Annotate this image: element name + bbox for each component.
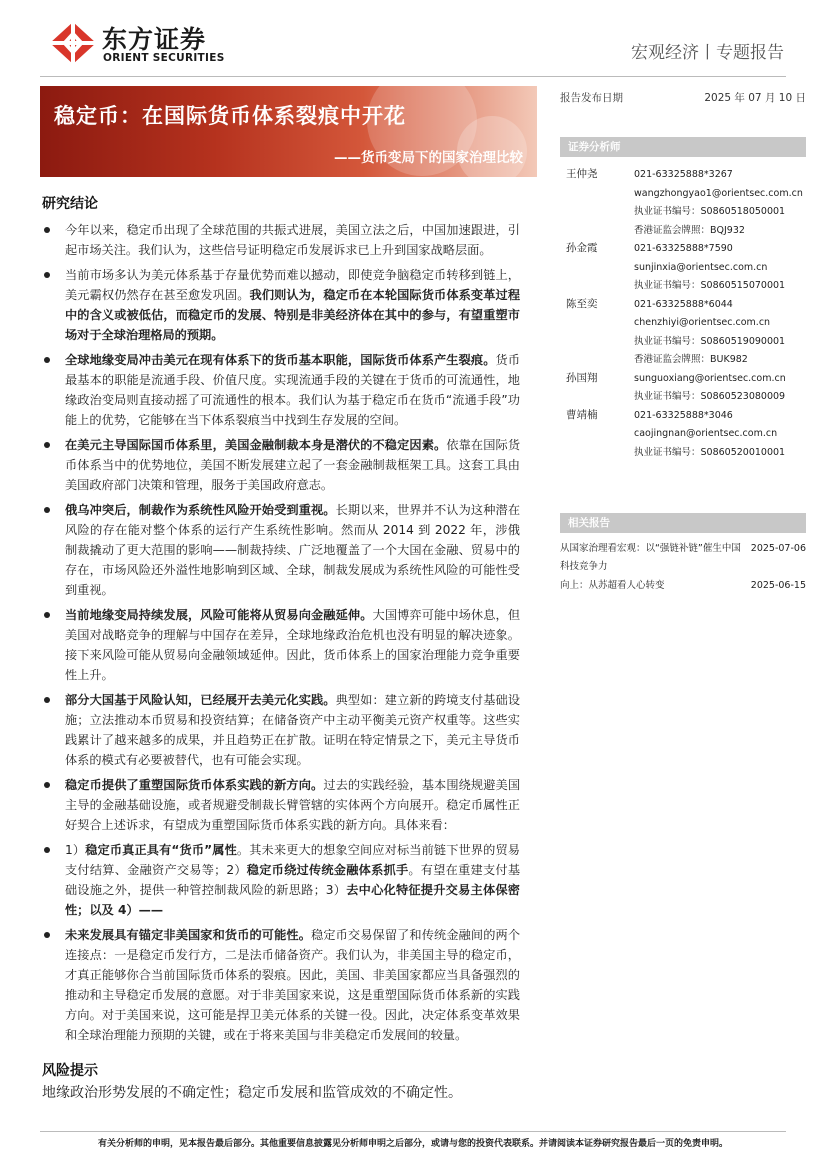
analyst-detail: 执业证书编号：S0860523080009	[634, 391, 786, 402]
analyst-detail: 021-63325888*3046	[634, 409, 733, 421]
logo-english-name: ORIENT SECURITIES	[103, 52, 225, 64]
analyst-entry	[566, 296, 806, 370]
related-reports-header: 相关报告	[560, 513, 806, 533]
conclusion-lead: 未来发展具有锚定非美国家和货币的可能性。	[65, 928, 312, 942]
related-report-title[interactable]: 从国家治理看宏观：以“强链补链”催生中国科技竞争力	[560, 543, 741, 572]
analyst-detail: sunjinxia@orientsec.com.cn	[634, 261, 768, 273]
analyst-name: 孙金霞	[566, 242, 598, 254]
conclusion-lead: 稳定币提供了重塑国际货币体系实践的新方向。	[65, 778, 324, 792]
related-report-date: 2025-07-06	[750, 543, 806, 554]
analyst-detail: 执业证书编号：S0860520010001	[634, 446, 786, 458]
conclusion-segment: 。其未来更大的想象空间应对标当前链下世界的贸易支付结算、金融资产交易等；2）	[65, 843, 520, 877]
related-report-date: 2025-06-15	[750, 580, 806, 591]
conclusion-text: 典型如：建立新的跨境支付基础设施；立法推动本币贸易和投资结算；在储备资产中主动平衡美元资产权重等。这些实践累计了越来越多的成果，并且趋势正在扩散。证明在特定情景之下，美元主导货币体系的模式有必要被替代，也有可能会实现。	[65, 693, 521, 767]
analyst-detail: 香港证监会牌照：BQJ932	[634, 224, 745, 236]
conclusion-segment: 。有望在重建支付基础设施之外，提供一种管控制裁风险的新思路；3）	[65, 863, 521, 897]
analyst-detail: 021-63325888*6044	[634, 298, 733, 310]
footer-disclaimer: 有关分析师的申明，见本报告最后部分。其他重要信息披露见分析师申明之后部分，或请与您的投资代表联系。并请阅读本证券研究报告最后一页的免责申明。	[97, 1139, 728, 1149]
conclusion-item	[42, 690, 520, 770]
analyst-name: 王仲尧	[566, 168, 598, 180]
conclusion-lead: 在美元主导国际国币体系里，美国金融制裁本身是潜伏的不稳定因素。	[65, 438, 447, 452]
conclusion-segment: 稳定币真正具有“货币”属性	[85, 843, 237, 857]
report-date-value: 2025 年 07 月 10 日	[704, 92, 806, 104]
conclusion-item	[42, 265, 520, 345]
related-report-title[interactable]: 向上：从苏超看人心转变	[560, 580, 665, 591]
analyst-entry	[566, 407, 806, 463]
related-report[interactable]	[560, 577, 806, 595]
footer-divider	[40, 1131, 786, 1132]
conclusion-item	[42, 775, 520, 835]
conclusion-item	[42, 500, 520, 600]
analyst-entry	[566, 166, 806, 240]
conclusion-lead: 全球地缘变局冲击美元在现有体系下的货币基本职能，国际货币体系产生裂痕。	[65, 353, 496, 367]
analyst-detail: caojingnan@orientsec.com.cn	[634, 428, 778, 439]
conclusion-lead: 当前地缘变局持续发展，风险可能将从贸易向金融延伸。	[65, 608, 373, 622]
analyst-name: 曹靖楠	[566, 408, 598, 421]
analyst-detail: chenzhiyi@orientsec.com.cn	[634, 317, 771, 328]
related-report[interactable]	[560, 540, 806, 576]
conclusion-segment: 稳定币绕过传统金融体系抓手	[246, 863, 409, 877]
conclusion-text: 大国博弈可能中场休息，但美国对战略竞争的理解与中国存在差异，全球地缘政治危机也没有明显的解决迹象。接下来风险可能从贸易向金融领域延伸。因此，货币体系上的国家治理能力竞争重要性上升。	[65, 608, 521, 682]
analyst-entry	[566, 240, 806, 296]
analyst-name: 陈至奕	[566, 297, 598, 310]
conclusion-emphasis: 我们则认为，稳定币在本轮国际货币体系变革过程中的含义或被低估，而稳定币的发展、特别是非美经济体在其中的参与，有望重塑市场对于全球治理格局的预期。	[65, 288, 521, 342]
risk-heading: 风险提示	[42, 1063, 98, 1079]
analyst-name: 孙国翔	[566, 371, 598, 384]
conclusion-item	[42, 605, 520, 685]
conclusion-text: 稳定币交易保留了和传统金融间的两个连接点：一是稳定币发行方，二是法币储备资产。我们认为，非美国主导的稳定币，才真正能够你合当前国际货币体系的裂痕。因此，美国、非美国家都应当具备强烈的推动和主导稳定币发展的意愿。对于非美国家来说，这是重塑国际货币体系新的实践方向。对于美国来说，这可能是捍卫美元体系的关键一役。因此，决定体系变革效果和全球治理能力预期的关键，或在于将来美国与非美稳定币发展间的较量。	[65, 928, 521, 1042]
conclusion-item	[42, 840, 520, 920]
conclusion-text: 依靠在国际货币体系当中的优势地位，美国不断发展建立起了一套金融制裁框架工具。这套工具由美国政府部门决策和管理，服务于美国政府意志。	[65, 438, 521, 492]
conclusion-text: 货币最基本的职能是流通手段、价值尺度。实现流通手段的关键在于货币的可流通性，地缘政治变局则直接动摇了可流通性的根本。我们认为基于稳定币在货币“流通手段”功能上的优势，它能够在当下体系裂痕当中找到生存发展的空间。	[65, 353, 521, 427]
related-reports-list	[560, 540, 806, 596]
conclusion-heading: 研究结论	[42, 196, 98, 212]
report-date-label: 报告发布日期	[560, 92, 623, 104]
header-divider	[40, 76, 786, 77]
conclusion-item	[42, 435, 520, 495]
report-subtitle: ——货币变局下的国家治理比较	[334, 150, 523, 166]
page-header	[0, 0, 826, 80]
analyst-detail: 香港证监会牌照：BUK982	[634, 354, 748, 365]
analyst-detail: wangzhongyao1@orientsec.com.cn	[634, 187, 803, 199]
analyst-detail: 021-63325888*3267	[634, 169, 733, 180]
conclusion-text: 过去的实践经验，基本围绕规避美国主导的金融基础设施，或者规避受制裁长臂管辖的实体两个方向展开。稳定币属性正好契合上述诉求，有望成为重塑国际货币体系实践的新方向。具体来看：	[65, 778, 521, 832]
conclusion-segment: 去中心化特征提升交易主体保密性；以及 4）——	[65, 883, 520, 917]
conclusion-text: 长期以来，世界并不认为这种潜在风险的存在能对整个体系的运行产生系统性影响。然而从 2014 到 2022 年，涉俄制裁撬动了更大范围的影响——制裁持续、广泛地覆盖了一个大国在金融、贸易中的存在，市场风险还外溢性地影响到区域、全球，制裁发展成为系统性风险的可能性受到重视。	[65, 503, 521, 597]
logo-chinese-name: 东方证券	[102, 25, 207, 54]
conclusion-item	[42, 350, 520, 430]
conclusion-list	[42, 220, 520, 1050]
report-title: 稳定币：在国际货币体系裂痕中开花	[54, 104, 406, 128]
conclusion-lead: 部分大国基于风险认知，已经展开去美元化实践。	[65, 693, 336, 707]
orient-securities-logo-icon	[50, 22, 96, 64]
analyst-entry	[566, 370, 806, 407]
conclusion-lead: 俄乌冲突后，制裁作为系统性风险开始受到重视。	[65, 503, 336, 517]
analyst-detail: 执业证书编号：S0860519090001	[634, 335, 786, 347]
analyst-detail: sunguoxiang@orientsec.com.cn	[634, 372, 786, 384]
conclusion-text: 今年以来，稳定币出现了全球范围的共振式进展，美国立法之后，中国加速跟进，引起市场关注。我们认为，这些信号证明稳定币发展诉求已上升到国家战略层面。	[65, 223, 520, 257]
title-banner	[40, 86, 537, 177]
conclusion-text: 当前市场多认为美元体系基于存量优势而难以撼动，即使竞争脑稳定币转移到链上，美元霸权仍然存在甚至愈发巩固。	[65, 268, 520, 302]
conclusion-segment: 1）	[65, 843, 86, 857]
analyst-detail: 执业证书编号：S0860515070001	[634, 280, 786, 291]
conclusion-item	[42, 220, 520, 260]
report-category: 宏观经济丨专题报告	[631, 43, 784, 63]
analysts-list	[566, 166, 806, 462]
analyst-detail: 021-63325888*7590	[634, 243, 733, 254]
risk-text: 地缘政治形势发展的不确定性；稳定币发展和监管成效的不确定性。	[42, 1085, 462, 1101]
conclusion-item	[42, 925, 520, 1045]
analysts-header: 证券分析师	[560, 137, 806, 157]
analyst-detail: 执业证书编号：S0860518050001	[634, 206, 786, 217]
report-date-row	[560, 90, 806, 105]
